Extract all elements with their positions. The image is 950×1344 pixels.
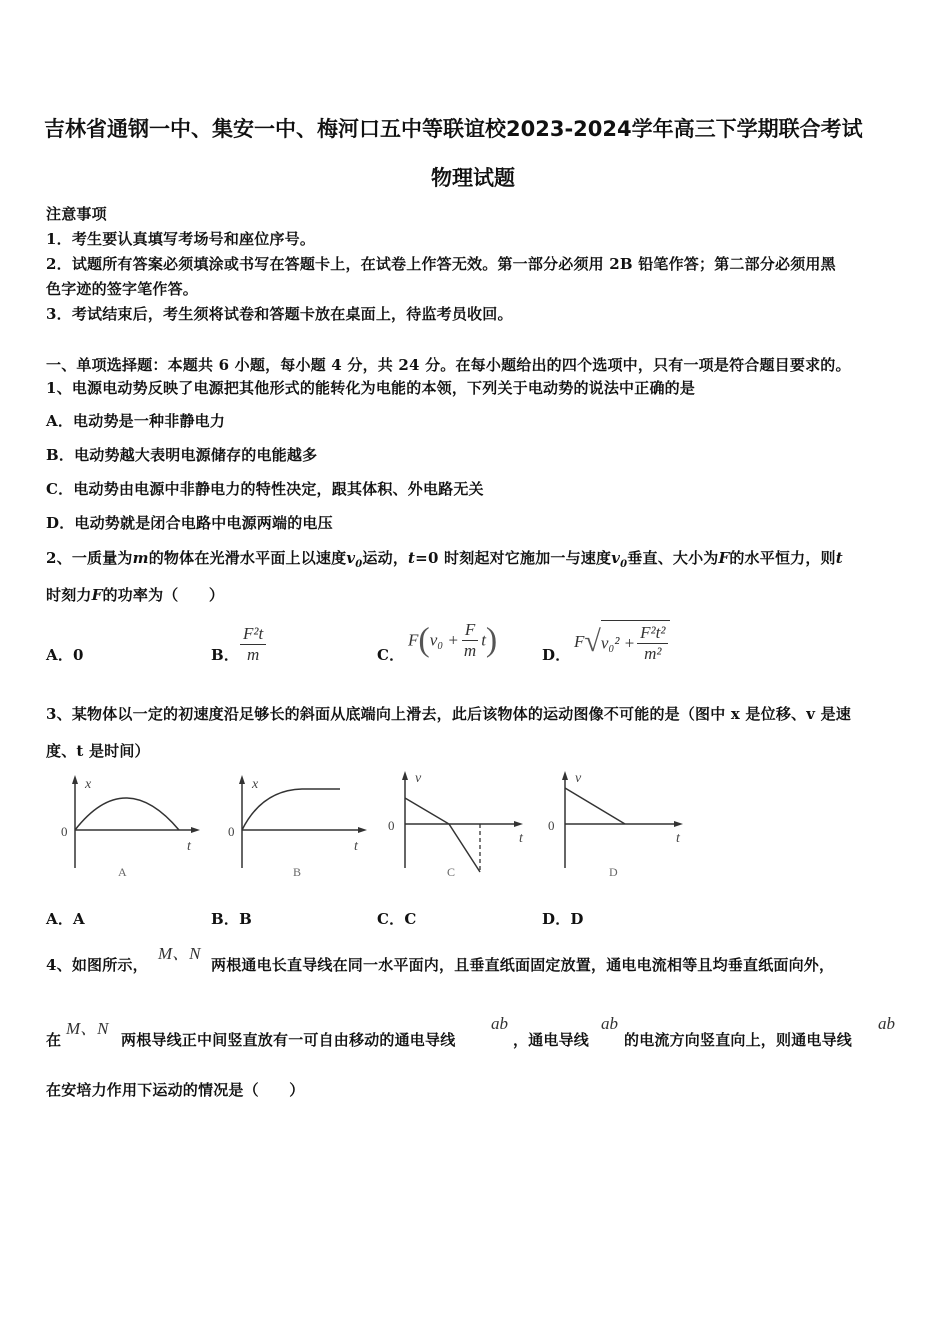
graph-b-caption: B	[293, 865, 302, 879]
q4-line2-end: 的电流方向竖直向上，则通电导线	[624, 1031, 853, 1049]
q4-line1-rest: 两根通电长直导线在同一水平面内，且垂直纸面固定放置，通电电流相等且均垂直纸面向外，	[211, 956, 835, 974]
notice-item-1: 1．考生要认真填写考场号和座位序号。	[46, 230, 316, 248]
graph-d-caption: D	[609, 865, 618, 879]
graph-a-xlabel: t	[187, 839, 191, 854]
graph-a-y-arrow	[72, 775, 78, 784]
graph-d-xlabel: t	[676, 831, 680, 846]
graph-b-x-arrow	[358, 827, 367, 833]
section-heading: 一、单项选择题：本题共 6 小题，每小题 4 分，共 24 分。在每小题给出的四个选项中，只有一项是符合题目要求的。	[46, 356, 851, 374]
q2-option-c-label: C．	[377, 646, 405, 664]
graph-d-x-arrow	[674, 821, 683, 827]
notice-heading: 注意事项	[46, 205, 107, 223]
graph-c-line	[405, 798, 480, 872]
graph-b-xlabel: t	[354, 839, 358, 854]
graph-a-x-arrow	[191, 827, 200, 833]
notice-item-2-cont: 色字迹的签字笔作答。	[46, 280, 199, 298]
graph-a-curve	[75, 798, 179, 830]
q3-option-a: A．A	[46, 910, 85, 928]
q1-option-b: B．电动势越大表明电源储存的电能越多	[46, 446, 318, 464]
graph-d-y-arrow	[562, 771, 568, 780]
q4-mn-label-2: M、N	[66, 1019, 109, 1038]
q4-mn-label: M、N	[158, 944, 201, 963]
notice-item-3: 3．考试结束后，考生须将试卷和答题卡放在桌面上，待监考员收回。	[46, 305, 513, 323]
q4-line3: 在安培力作用下运动的情况是（ ）	[46, 1081, 305, 1099]
graph-c-origin: 0	[388, 818, 395, 833]
q2-option-d-formula: F√v₀² + $\frac{\text{F²t²}}{\text{m²}}$	[574, 620, 670, 664]
graph-c-x-arrow	[514, 821, 523, 827]
q2-option-d-label: D．	[542, 646, 571, 664]
q4-line2-start: 在	[46, 1031, 62, 1049]
q2-option-b-formula: $\frac{\text{F²t}}{m}$	[238, 624, 268, 665]
q3-stem-line1: 3、某物体以一定的初速度沿足够长的斜面从底端向上滑去，此后该物体的运动图像不可能的是（图中 x 是位移、v 是速	[46, 705, 851, 723]
graph-d-line	[565, 788, 625, 824]
q4-line1-start: 4、如图所示，	[46, 956, 148, 974]
q4-ab-label-3: ab	[878, 1014, 895, 1033]
q3-stem-line2: 度、t 是时间）	[46, 742, 150, 760]
graph-c	[383, 764, 533, 880]
q1-option-d: D．电动势就是闭合电路中电源两端的电压	[46, 514, 333, 532]
q2-option-b-label: B．	[211, 646, 240, 664]
q3-option-b: B．B	[211, 910, 252, 928]
q2-stem-line2: 时刻力F的功率为（ ）	[46, 586, 225, 604]
graph-d-ylabel: v	[575, 771, 582, 786]
q3-option-c: C．C	[377, 910, 417, 928]
q4-line2-mid: 两根导线正中间竖直放有一可自由移动的通电导线	[121, 1031, 456, 1049]
graph-d-origin: 0	[548, 818, 555, 833]
graph-b-ylabel: x	[252, 777, 259, 792]
graph-b-y-arrow	[239, 775, 245, 784]
graph-d	[543, 764, 693, 880]
q4-ab-label-1: ab	[491, 1014, 508, 1033]
graph-c-ylabel: v	[415, 771, 422, 786]
q1-option-c: C．电动势由电源中非静电力的特性决定，跟其体积、外电路无关	[46, 480, 484, 498]
q1-option-a: A．电动势是一种非静电力	[46, 412, 226, 430]
graph-a-ylabel: x	[85, 777, 92, 792]
q4-ab-label-2: ab	[601, 1014, 618, 1033]
page-title: 吉林省通钢一中、集安一中、梅河口五中等联谊校2023-2024学年高三下学期联合考试	[44, 117, 863, 141]
q1-stem: 1、电源电动势反映了电源把其他形式的能转化为电能的本领，下列关于电动势的说法中正确的是	[46, 379, 696, 397]
graph-a	[55, 770, 205, 880]
graph-b-curve	[242, 789, 340, 830]
graph-a-caption: A	[118, 865, 127, 879]
graph-c-xlabel: t	[519, 831, 523, 846]
notice-item-2: 2．试题所有答案必须填涂或书写在答题卡上，在试卷上作答无效。第一部分必须用 2B 铅笔作答；第二部分必须用黑	[46, 255, 836, 273]
q2-stem-line1: 2、一质量为m的物体在光滑水平面上以速度$v_0$运动，t=0 时刻起对它施加一与速度$v_0$垂直、大小为F的水平恒力，则t	[46, 549, 843, 570]
page-subtitle: 物理试题	[431, 166, 515, 190]
graph-b-origin: 0	[228, 824, 235, 839]
q4-line2-mid2: ，通电导线	[513, 1031, 590, 1049]
graph-c-y-arrow	[402, 771, 408, 780]
graph-a-origin: 0	[61, 824, 68, 839]
graph-c-caption: C	[447, 865, 456, 879]
q3-option-d: D．D	[542, 910, 584, 928]
q2-option-c-formula: F(v₀ + $\frac{F}{m}$ t)	[408, 620, 498, 660]
q2-option-a: A．0	[46, 646, 84, 664]
graph-b	[222, 770, 372, 880]
